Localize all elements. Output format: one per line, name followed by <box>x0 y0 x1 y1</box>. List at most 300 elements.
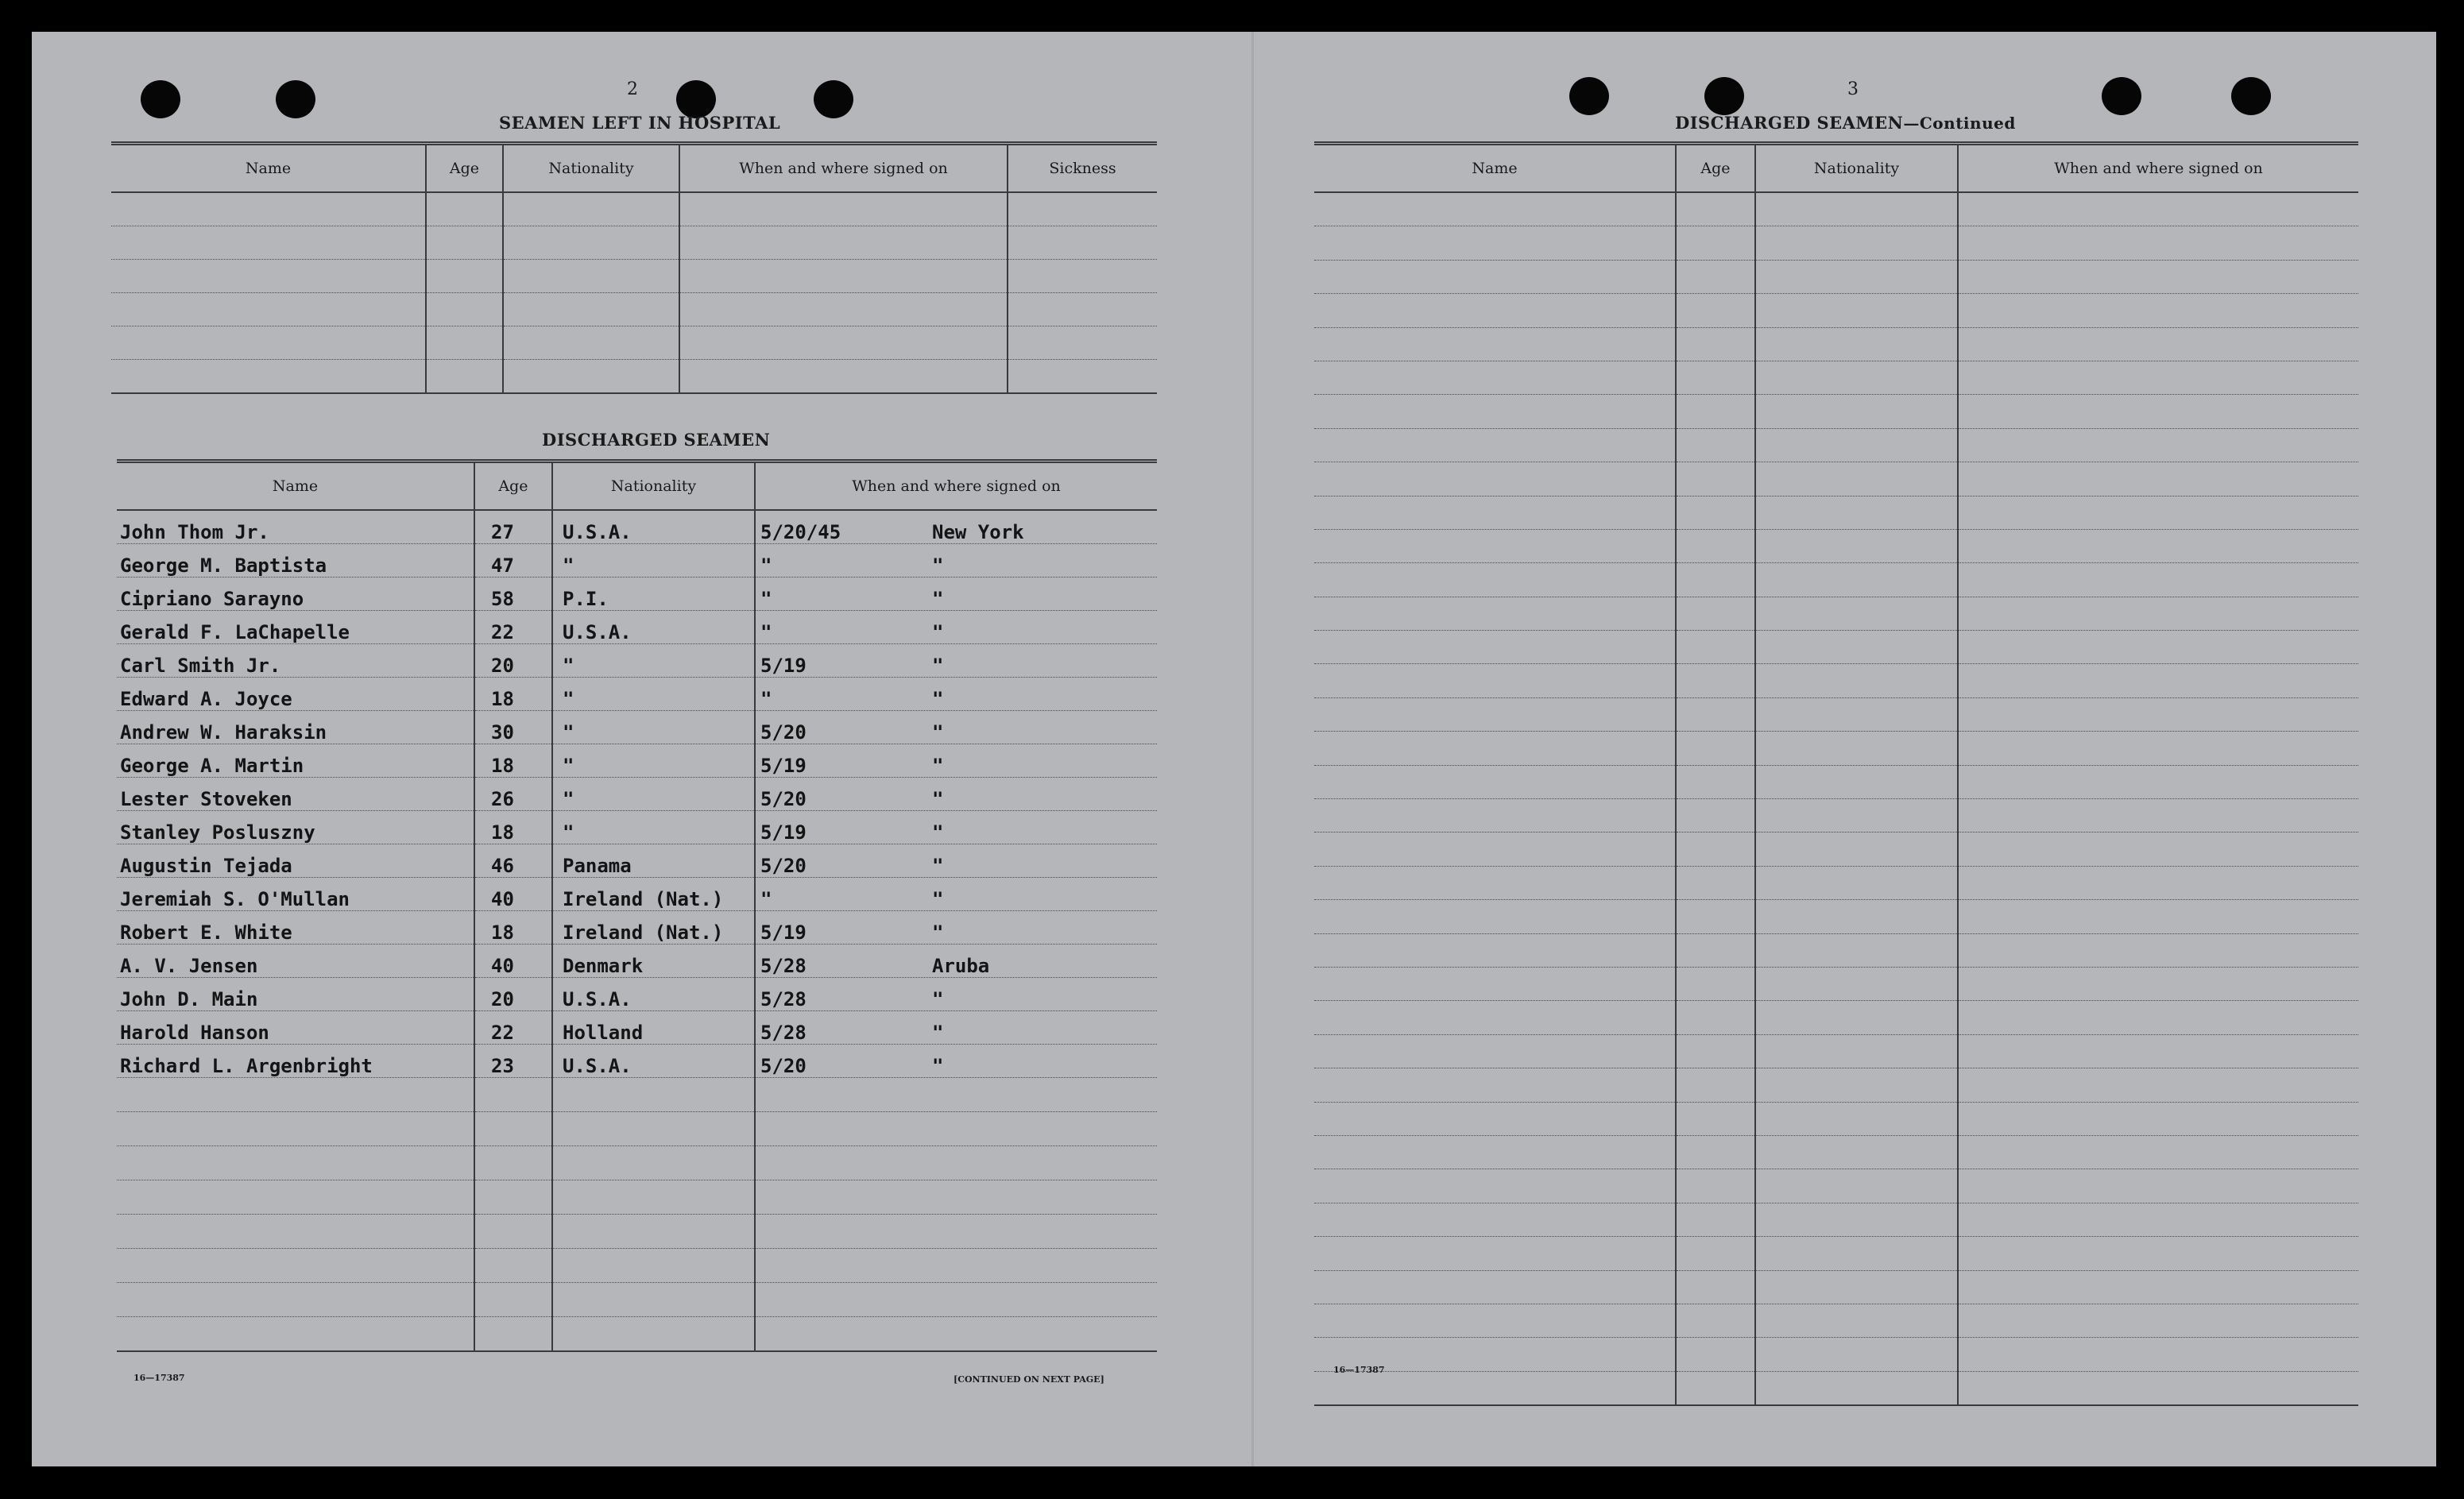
blank-cell <box>1676 597 1755 630</box>
seaman-row <box>117 844 1157 878</box>
blank-cell <box>1958 1237 2358 1270</box>
blank-cell <box>1755 866 1958 899</box>
blank-row <box>1314 967 2358 1000</box>
seaman-age: 20 <box>474 978 552 1011</box>
signed-on-cell <box>755 1011 1157 1045</box>
seaman-row <box>117 1045 1157 1078</box>
blank-row <box>111 260 1157 293</box>
punch-hole <box>141 80 180 118</box>
blank-cell <box>1755 496 1958 529</box>
hospital-table <box>111 141 1157 394</box>
blank-cell <box>1676 631 1755 664</box>
blank-cell <box>1314 1203 1676 1236</box>
blank-cell <box>1958 664 2358 697</box>
blank-row <box>1314 933 2358 967</box>
seaman-name: Lester Stoveken <box>117 778 474 811</box>
punch-hole <box>1704 77 1744 115</box>
signed-on-date: 5/19 <box>760 755 807 777</box>
blank-cell <box>1755 294 1958 327</box>
column-header: Age <box>426 144 503 193</box>
blank-cell <box>1676 226 1755 260</box>
blank-cell <box>1958 1001 2358 1034</box>
blank-cell <box>1314 428 1676 462</box>
seaman-row <box>117 744 1157 778</box>
seaman-name: Gerald F. LaChapelle <box>117 611 474 644</box>
blank-cell <box>117 1249 474 1283</box>
blank-cell <box>1755 361 1958 394</box>
seaman-name: George M. Baptista <box>117 544 474 578</box>
signed-on-date: 5/19 <box>760 921 807 944</box>
signed-on-date: 5/20 <box>760 855 807 877</box>
blank-cell <box>1958 933 2358 967</box>
seaman-name: Edward A. Joyce <box>117 678 474 711</box>
blank-cell <box>1958 967 2358 1000</box>
blank-cell <box>503 226 679 260</box>
blank-row <box>1314 1068 2358 1102</box>
signed-on-place: " <box>932 1022 944 1044</box>
blank-cell <box>755 1215 1157 1249</box>
discharged-section-title: DISCHARGED SEAMEN <box>542 430 771 450</box>
blank-cell <box>755 1112 1157 1146</box>
column-header: Name <box>111 144 426 193</box>
blank-cell <box>1676 933 1755 967</box>
seaman-row <box>117 778 1157 811</box>
blank-cell <box>1755 597 1958 630</box>
column-header: When and where signed on <box>1958 144 2358 193</box>
blank-cell <box>552 1249 755 1283</box>
seaman-name: John Thom Jr. <box>117 510 474 544</box>
blank-cell <box>1314 697 1676 731</box>
blank-cell <box>1958 799 2358 833</box>
blank-row <box>117 1078 1157 1112</box>
blank-row <box>1314 1237 2358 1270</box>
signed-on-place: " <box>932 921 944 944</box>
seaman-age: 18 <box>474 911 552 945</box>
seaman-row <box>117 644 1157 678</box>
blank-cell <box>1314 664 1676 697</box>
blank-cell <box>1676 1371 1755 1405</box>
blank-cell <box>1314 933 1676 967</box>
blank-row <box>117 1249 1157 1283</box>
signed-on-date: 5/28 <box>760 988 807 1010</box>
blank-cell <box>1008 360 1157 394</box>
blank-cell <box>1958 361 2358 394</box>
blank-cell <box>1314 226 1676 260</box>
blank-row <box>1314 563 2358 597</box>
seaman-row <box>117 878 1157 911</box>
seaman-name: Richard L. Argenbright <box>117 1045 474 1078</box>
blank-cell <box>1676 1203 1755 1236</box>
blank-row <box>1314 496 2358 529</box>
seaman-name: Augustin Tejada <box>117 844 474 878</box>
signed-on-date: 5/20 <box>760 721 807 744</box>
signed-on-date: " <box>760 588 772 610</box>
signed-on-cell <box>755 644 1157 678</box>
blank-cell <box>1755 563 1958 597</box>
blank-cell <box>1755 1270 1958 1304</box>
blank-cell <box>1676 529 1755 562</box>
blank-cell <box>474 1112 552 1146</box>
blank-cell <box>1314 1270 1676 1304</box>
signed-on-cell <box>755 678 1157 711</box>
seaman-row <box>117 945 1157 978</box>
signed-on-date: 5/20 <box>760 1055 807 1077</box>
blank-cell <box>755 1283 1157 1317</box>
blank-row <box>1314 1270 2358 1304</box>
blank-row <box>1314 597 2358 630</box>
punch-hole <box>2102 77 2141 115</box>
blank-row <box>1314 765 2358 798</box>
seaman-name: Cipriano Sarayno <box>117 578 474 611</box>
blank-cell <box>1755 462 1958 496</box>
blank-row <box>1314 529 2358 562</box>
blank-cell <box>552 1078 755 1112</box>
page-number-left: 2 <box>627 79 638 99</box>
blank-cell <box>1958 697 2358 731</box>
blank-cell <box>1958 1169 2358 1203</box>
blank-cell <box>1314 1371 1676 1405</box>
blank-cell <box>1755 833 1958 866</box>
column-header: Nationality <box>503 144 679 193</box>
blank-cell <box>1676 1102 1755 1135</box>
blank-cell <box>1676 967 1755 1000</box>
blank-row <box>111 226 1157 260</box>
blank-cell <box>474 1180 552 1215</box>
seaman-row <box>117 711 1157 744</box>
blank-cell <box>1676 563 1755 597</box>
blank-row <box>111 360 1157 394</box>
blank-cell <box>1755 900 1958 933</box>
blank-cell <box>1008 192 1157 226</box>
blank-cell <box>1676 1034 1755 1068</box>
blank-cell <box>1676 799 1755 833</box>
seaman-row <box>117 978 1157 1011</box>
page-fold <box>1251 32 1254 1466</box>
blank-cell <box>1958 1034 2358 1068</box>
blank-cell <box>1755 1371 1958 1405</box>
blank-cell <box>1676 1135 1755 1169</box>
blank-cell <box>1676 833 1755 866</box>
blank-cell <box>1314 1102 1676 1135</box>
blank-row <box>117 1215 1157 1249</box>
blank-cell <box>117 1112 474 1146</box>
blank-cell <box>503 326 679 360</box>
signed-on-place: " <box>932 721 944 744</box>
blank-cell <box>117 1078 474 1112</box>
blank-cell <box>1755 395 1958 428</box>
signed-on-cell <box>755 978 1157 1011</box>
blank-cell <box>755 1146 1157 1180</box>
blank-cell <box>1755 226 1958 260</box>
blank-row <box>1314 428 2358 462</box>
blank-row <box>1314 1135 2358 1169</box>
seaman-row <box>117 544 1157 578</box>
blank-cell <box>1676 664 1755 697</box>
blank-cell <box>474 1317 552 1352</box>
blank-cell <box>1008 326 1157 360</box>
continued-table <box>1314 141 2358 1406</box>
blank-cell <box>1676 1169 1755 1203</box>
blank-cell <box>552 1317 755 1352</box>
form-number-left: 16—17387 <box>133 1373 185 1383</box>
blank-cell <box>1314 294 1676 327</box>
blank-cell <box>1958 294 2358 327</box>
blank-cell <box>552 1112 755 1146</box>
seaman-age: 18 <box>474 678 552 711</box>
blank-row <box>1314 833 2358 866</box>
blank-cell <box>1755 1135 1958 1169</box>
seaman-nationality: " <box>552 778 755 811</box>
blank-cell <box>1958 192 2358 226</box>
seaman-name: George A. Martin <box>117 744 474 778</box>
blank-cell <box>1676 260 1755 293</box>
blank-cell <box>1755 933 1958 967</box>
seaman-nationality: U.S.A. <box>552 611 755 644</box>
blank-cell <box>679 326 1008 360</box>
seaman-nationality: Ireland (Nat.) <box>552 911 755 945</box>
blank-row <box>1314 294 2358 327</box>
blank-cell <box>503 293 679 326</box>
blank-row <box>1314 1001 2358 1034</box>
blank-cell <box>1676 866 1755 899</box>
blank-cell <box>1755 1203 1958 1236</box>
blank-cell <box>426 293 503 326</box>
blank-cell <box>1314 563 1676 597</box>
blank-cell <box>1958 1270 2358 1304</box>
blank-row <box>117 1317 1157 1352</box>
blank-cell <box>1676 395 1755 428</box>
blank-row <box>1314 462 2358 496</box>
blank-cell <box>426 326 503 360</box>
form-number-right: 16—17387 <box>1333 1365 1385 1375</box>
signed-on-place: " <box>932 621 944 643</box>
blank-cell <box>1958 1371 2358 1405</box>
blank-row <box>1314 1304 2358 1337</box>
blank-cell <box>1314 732 1676 765</box>
blank-cell <box>679 226 1008 260</box>
blank-row <box>1314 1203 2358 1236</box>
signed-on-cell <box>755 510 1157 544</box>
blank-cell <box>552 1283 755 1317</box>
blank-cell <box>1008 260 1157 293</box>
blank-cell <box>1314 597 1676 630</box>
blank-row <box>117 1283 1157 1317</box>
blank-row <box>1314 866 2358 899</box>
blank-cell <box>503 360 679 394</box>
continued-title-main: DISCHARGED SEAMEN <box>1675 113 1904 133</box>
signed-on-cell <box>755 744 1157 778</box>
blank-cell <box>1755 1001 1958 1034</box>
seaman-nationality: " <box>552 711 755 744</box>
seaman-name: Carl Smith Jr. <box>117 644 474 678</box>
signed-on-cell <box>755 811 1157 844</box>
seaman-row <box>117 678 1157 711</box>
blank-row <box>1314 260 2358 293</box>
seaman-row <box>117 510 1157 544</box>
blank-cell <box>1755 1068 1958 1102</box>
blank-cell <box>503 260 679 293</box>
signed-on-cell <box>755 711 1157 744</box>
blank-cell <box>1755 799 1958 833</box>
blank-cell <box>1314 1237 1676 1270</box>
blank-cell <box>1314 1068 1676 1102</box>
blank-cell <box>1676 462 1755 496</box>
blank-cell <box>1314 361 1676 394</box>
signed-on-date: 5/19 <box>760 821 807 844</box>
punch-hole <box>2231 77 2271 115</box>
seaman-age: 30 <box>474 711 552 744</box>
blank-cell <box>426 192 503 226</box>
blank-row <box>111 293 1157 326</box>
blank-cell <box>1676 327 1755 361</box>
blank-cell <box>1958 1304 2358 1337</box>
blank-cell <box>1676 496 1755 529</box>
blank-cell <box>1958 563 2358 597</box>
column-header: Name <box>117 462 474 511</box>
signed-on-place: " <box>932 688 944 710</box>
blank-cell <box>1314 327 1676 361</box>
blank-cell <box>474 1078 552 1112</box>
column-header: When and where signed on <box>679 144 1008 193</box>
signed-on-place: New York <box>932 521 1024 543</box>
blank-cell <box>1958 226 2358 260</box>
blank-cell <box>1755 1237 1958 1270</box>
blank-cell <box>1958 833 2358 866</box>
blank-cell <box>552 1180 755 1215</box>
seaman-nationality: U.S.A. <box>552 1045 755 1078</box>
blank-cell <box>111 326 426 360</box>
signed-on-date: 5/20/45 <box>760 521 841 543</box>
signed-on-date: " <box>760 688 772 710</box>
seaman-name: Harold Hanson <box>117 1011 474 1045</box>
blank-cell <box>1314 1034 1676 1068</box>
blank-cell <box>1958 496 2358 529</box>
signed-on-date: 5/19 <box>760 655 807 677</box>
blank-cell <box>1755 428 1958 462</box>
seaman-age: 27 <box>474 510 552 544</box>
blank-row <box>1314 732 2358 765</box>
blank-cell <box>474 1249 552 1283</box>
blank-row <box>1314 192 2358 226</box>
blank-cell <box>1676 1001 1755 1034</box>
blank-cell <box>1314 192 1676 226</box>
signed-on-date: " <box>760 621 772 643</box>
blank-cell <box>426 360 503 394</box>
seaman-nationality: U.S.A. <box>552 510 755 544</box>
column-header: Age <box>1676 144 1755 193</box>
blank-cell <box>1958 1102 2358 1135</box>
column-header: Age <box>474 462 552 511</box>
blank-cell <box>1755 697 1958 731</box>
seaman-name: Andrew W. Haraksin <box>117 711 474 744</box>
blank-cell <box>552 1146 755 1180</box>
blank-cell <box>111 293 426 326</box>
blank-cell <box>426 226 503 260</box>
signed-on-place: " <box>932 888 944 910</box>
blank-cell <box>552 1215 755 1249</box>
signed-on-cell <box>755 544 1157 578</box>
blank-cell <box>1676 1068 1755 1102</box>
seaman-nationality: " <box>552 811 755 844</box>
blank-row <box>117 1112 1157 1146</box>
signed-on-cell <box>755 844 1157 878</box>
signed-on-place: " <box>932 1055 944 1077</box>
blank-cell <box>1958 1338 2358 1371</box>
blank-cell <box>679 360 1008 394</box>
blank-cell <box>1314 1169 1676 1203</box>
continued-title-suffix: —Continued <box>1903 114 2016 133</box>
continued-note: [CONTINUED ON NEXT PAGE] <box>953 1374 1104 1385</box>
seaman-age: 26 <box>474 778 552 811</box>
blank-cell <box>1314 967 1676 1000</box>
hospital-section-title: SEAMEN LEFT IN HOSPITAL <box>499 113 781 133</box>
blank-cell <box>1958 1203 2358 1236</box>
blank-cell <box>1958 631 2358 664</box>
blank-cell <box>1314 395 1676 428</box>
seaman-age: 18 <box>474 744 552 778</box>
blank-row <box>1314 697 2358 731</box>
signed-on-place: " <box>932 554 944 577</box>
signed-on-cell <box>755 1045 1157 1078</box>
seaman-age: 22 <box>474 1011 552 1045</box>
signed-on-cell <box>755 878 1157 911</box>
blank-cell <box>1676 732 1755 765</box>
blank-cell <box>111 360 426 394</box>
blank-cell <box>1958 462 2358 496</box>
blank-cell <box>1314 900 1676 933</box>
signed-on-date: 5/28 <box>760 1022 807 1044</box>
signed-on-place: " <box>932 821 944 844</box>
blank-cell <box>755 1078 1157 1112</box>
blank-cell <box>1314 799 1676 833</box>
column-header: Name <box>1314 144 1676 193</box>
blank-cell <box>1676 192 1755 226</box>
blank-cell <box>1676 765 1755 798</box>
blank-cell <box>1958 1135 2358 1169</box>
signed-on-date: " <box>760 888 772 910</box>
blank-cell <box>1958 732 2358 765</box>
blank-cell <box>1314 1135 1676 1169</box>
blank-row <box>1314 631 2358 664</box>
seaman-nationality: " <box>552 744 755 778</box>
seaman-age: 20 <box>474 644 552 678</box>
blank-cell <box>1314 765 1676 798</box>
blank-row <box>1314 1034 2358 1068</box>
punch-hole <box>814 80 853 118</box>
seaman-name: Robert E. White <box>117 911 474 945</box>
blank-cell <box>1676 361 1755 394</box>
signed-on-place: " <box>932 855 944 877</box>
blank-cell <box>1958 866 2358 899</box>
blank-cell <box>1958 900 2358 933</box>
punch-hole <box>276 80 315 118</box>
blank-cell <box>1676 1304 1755 1337</box>
signed-on-cell <box>755 611 1157 644</box>
blank-cell <box>474 1215 552 1249</box>
signed-on-place: " <box>932 588 944 610</box>
blank-cell <box>1755 1169 1958 1203</box>
continued-section-title <box>1675 113 2016 133</box>
seaman-age: 23 <box>474 1045 552 1078</box>
blank-cell <box>1314 462 1676 496</box>
blank-cell <box>1958 765 2358 798</box>
seaman-name: Jeremiah S. O'Mullan <box>117 878 474 911</box>
blank-row <box>1314 664 2358 697</box>
blank-cell <box>111 260 426 293</box>
blank-cell <box>1755 1304 1958 1337</box>
blank-row <box>1314 226 2358 260</box>
blank-cell <box>1008 226 1157 260</box>
